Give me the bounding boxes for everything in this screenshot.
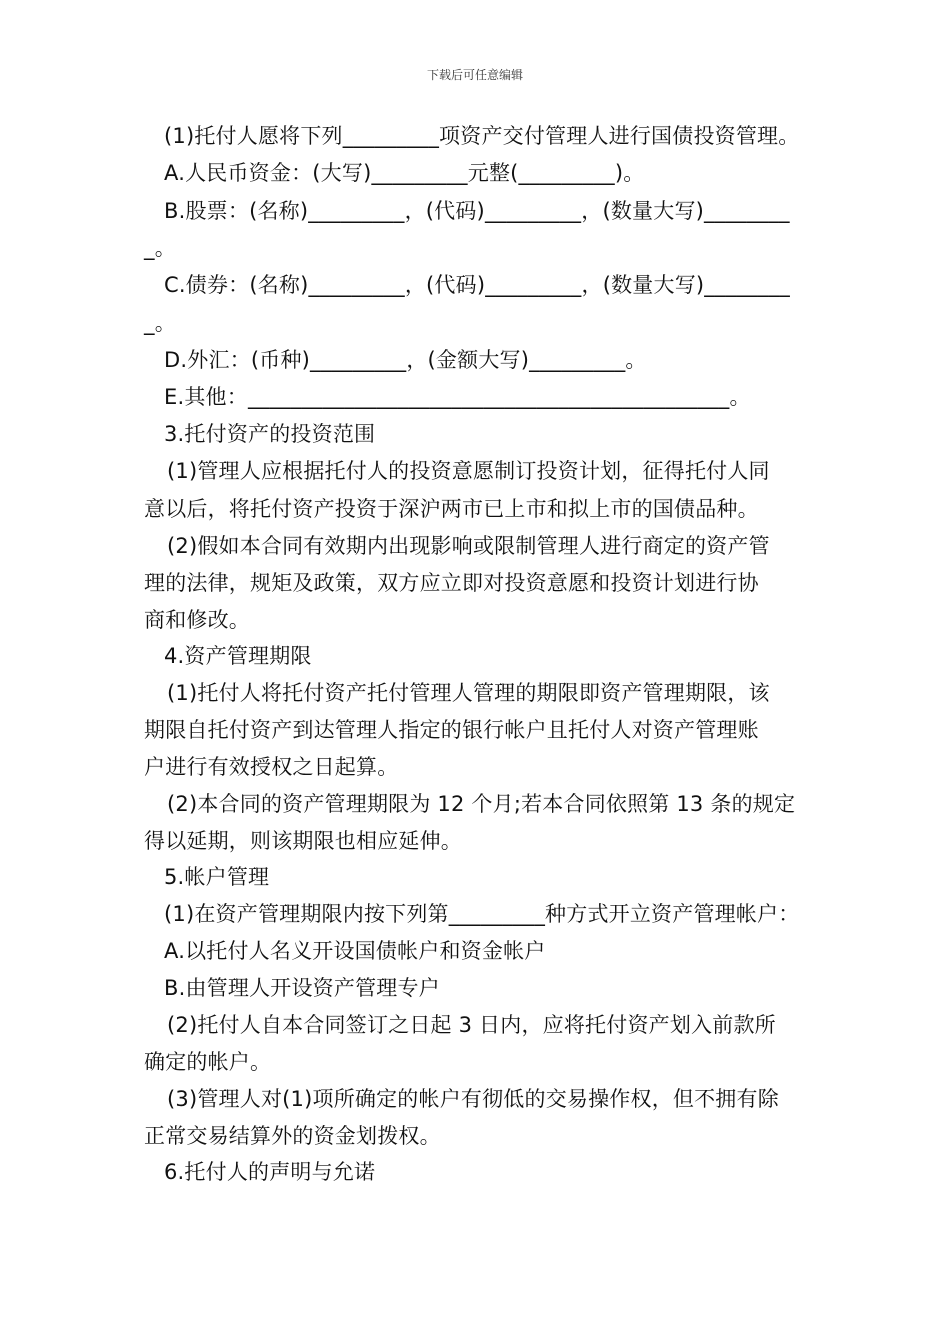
text-line: 正常交易结算外的资金划拨权。 (144, 1124, 441, 1148)
text-line: C.债券：(名称)_________，(代码)_________，(数量大写)________ (164, 273, 790, 297)
text-line: D.外汇：(币种)_________，(金额大写)_________。 (164, 348, 647, 372)
text-line: A.人民币资金：(大写)_________元整(_________)。 (164, 161, 645, 185)
text-line: (3)管理人对(1)项所确定的帐户有彻低的交易操作权，但不拥有除 (167, 1087, 779, 1111)
text-line: (2)本合同的资产管理期限为 12 个月;若本合同依照第 13 条的规定 (167, 792, 796, 816)
text-line: 商和修改。 (144, 608, 250, 632)
text-line: (2)托付人自本合同签订之日起 3 日内，应将托付资产划入前款所 (167, 1013, 776, 1037)
text-line: 理的法律，规矩及政策，双方应立即对投资意愿和投资计划进行协 (144, 571, 759, 595)
text-line: 得以延期，则该期限也相应延伸。 (144, 829, 462, 853)
section-heading: 5.帐户管理 (164, 865, 270, 889)
text-line: 户进行有效授权之日起算。 (144, 755, 399, 779)
text-line: (1)托付人将托付资产托付管理人管理的期限即资产管理期限，该 (167, 681, 770, 705)
text-line: (1)托付人愿将下列_________项资产交付管理人进行国债投资管理。 (164, 124, 800, 148)
text-line: (1)管理人应根据托付人的投资意愿制订投资计划，征得托付人同 (167, 459, 770, 483)
text-line: _。 (144, 236, 176, 260)
section-heading: 6.托付人的声明与允诺 (164, 1160, 376, 1184)
page-header-note: 下载后可任意编辑 (426, 68, 523, 82)
text-line: B.由管理人开设资产管理专户 (164, 976, 440, 1000)
section-heading: 4.资产管理期限 (164, 644, 312, 668)
text-line: _。 (144, 311, 176, 335)
text-line: B.股票：(名称)_________，(代码)_________，(数量大写)________ (164, 199, 790, 223)
text-line: 期限自托付资产到达管理人指定的银行帐户且托付人对资产管理账 (144, 718, 759, 742)
text-line: E.其他：_____________________________________________。 (164, 385, 751, 409)
section-heading: 3.托付资产的投资范围 (164, 422, 376, 446)
text-line: A.以托付人名义开设国债帐户和资金帐户 (164, 939, 546, 963)
text-line: (2)假如本合同有效期内出现影响或限制管理人进行商定的资产管 (167, 534, 770, 558)
text-line: 意以后，将托付资产投资于深沪两市已上市和拟上市的国债品种。 (144, 497, 759, 521)
text-line: 确定的帐户。 (144, 1050, 272, 1074)
text-line: (1)在资产管理期限内按下列第_________种方式开立资产管理帐户： (164, 902, 800, 926)
